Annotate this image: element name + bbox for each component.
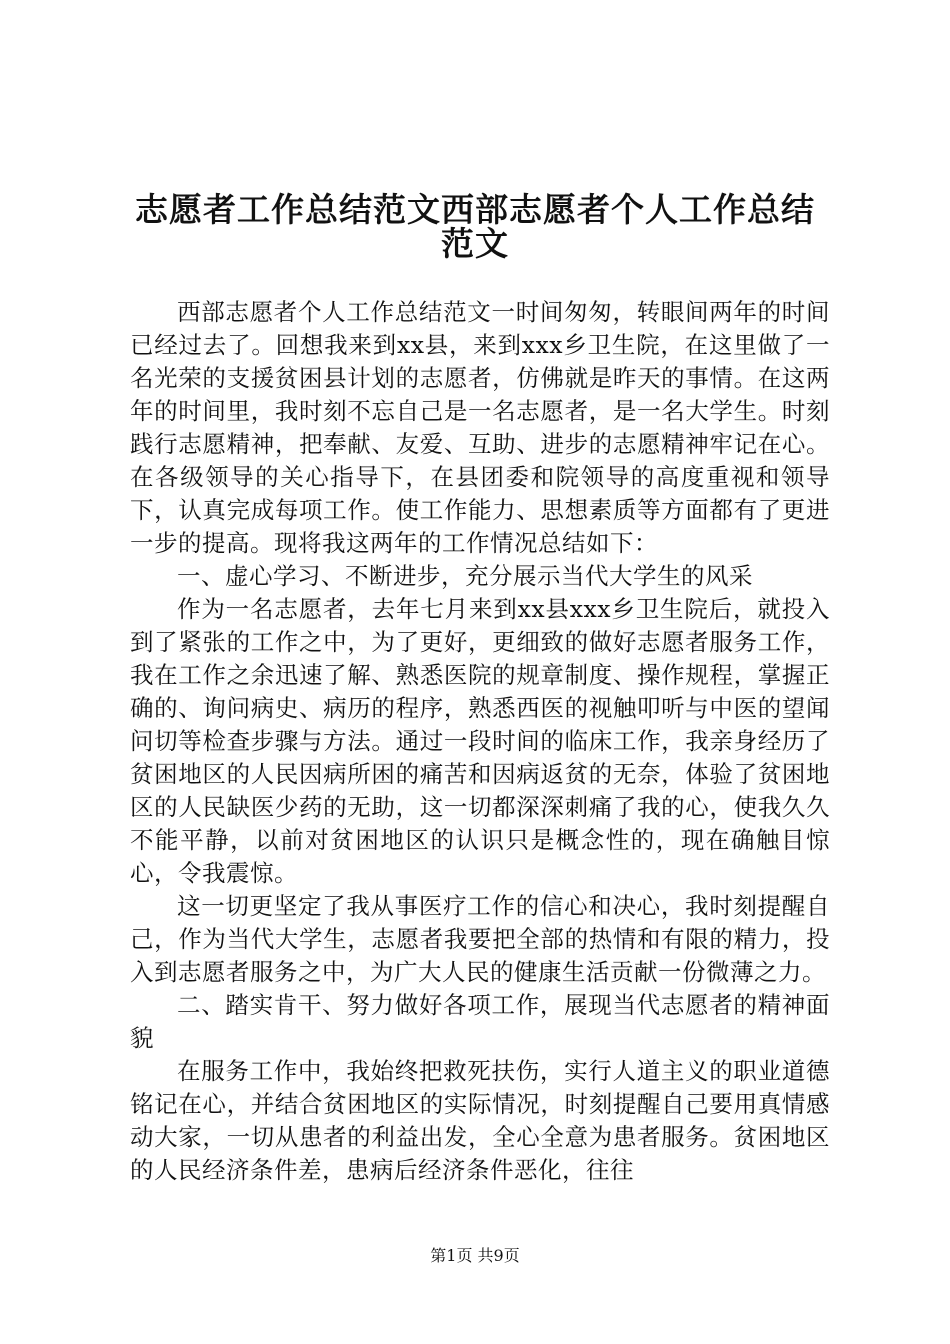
page-footer: 第1页 共9页 <box>430 1246 520 1265</box>
document-title-line-1: 志愿者工作总结范文西部志愿者个人工作总结 <box>135 190 815 229</box>
section-heading-2: 二、踏实肯干、努力做好各项工作，展现当代志愿者的精神面貌 <box>130 991 830 1052</box>
paragraph-section-2: 在服务工作中，我始终把救死扶伤，实行人道主义的职业道德铭记在心，并结合贫困地区的实际情况，时刻提醒自己要用真情感动大家，一切从患者的利益出发，全心全意为患者服务。贫困地区的人民经济条件差，患病后经济条件恶化，往往 <box>130 1057 830 1184</box>
section-heading-1: 一、虚心学习、不断进步，充分展示当代大学生的风采 <box>177 562 753 590</box>
paragraph-intro: 西部志愿者个人工作总结范文一时间匆匆，转眼间两年的时间已经过去了。回想我来到xx县，来到xxx乡卫生院，在这里做了一名光荣的支援贫困县计划的志愿者，仿佛就是昨天的事情。在这两年的时间里，我时刻不忘自己是一名志愿者，是一名大学生。时刻践行志愿精神，把奉献、友爱、互助、进步的志愿精神牢记在心。在各级领导的关心指导下，在县团委和院领导的高度重视和领导下，认真完成每项工作。使工作能力、思想素质等方面都有了更进一步的提高。现将我这两年的工作情况总结如下： <box>130 298 830 557</box>
document-body <box>130 296 830 1187</box>
document-title-line-2: 范文 <box>441 224 509 263</box>
paragraph-section-1-cont: 这一切更坚定了我从事医疗工作的信心和决心，我时刻提醒自己，作为当代大学生，志愿者我要把全部的热情和有限的精力，投入到志愿者服务之中，为广大人民的健康生活贡献一份微薄之力。 <box>130 892 830 986</box>
paragraph-section-1: 作为一名志愿者，去年七月来到xx县xxx乡卫生院后，就投入到了紧张的工作之中，为了更好，更细致的做好志愿者服务工作，我在工作之余迅速了解、熟悉医院的规章制度、操作规程，掌握正确的、询问病史、病历的程序，熟悉西医的视触叩听与中医的望闻问切等检查步骤与方法。通过一段时间的临床工作，我亲身经历了贫困地区的人民因病所困的痛苦和因病返贫的无奈，体验了贫困地区的人民缺医少药的无助，这一切都深深刺痛了我的心，使我久久不能平静，以前对贫困地区的认识只是概念性的，现在确触目惊心，令我震惊。 <box>130 595 830 887</box>
